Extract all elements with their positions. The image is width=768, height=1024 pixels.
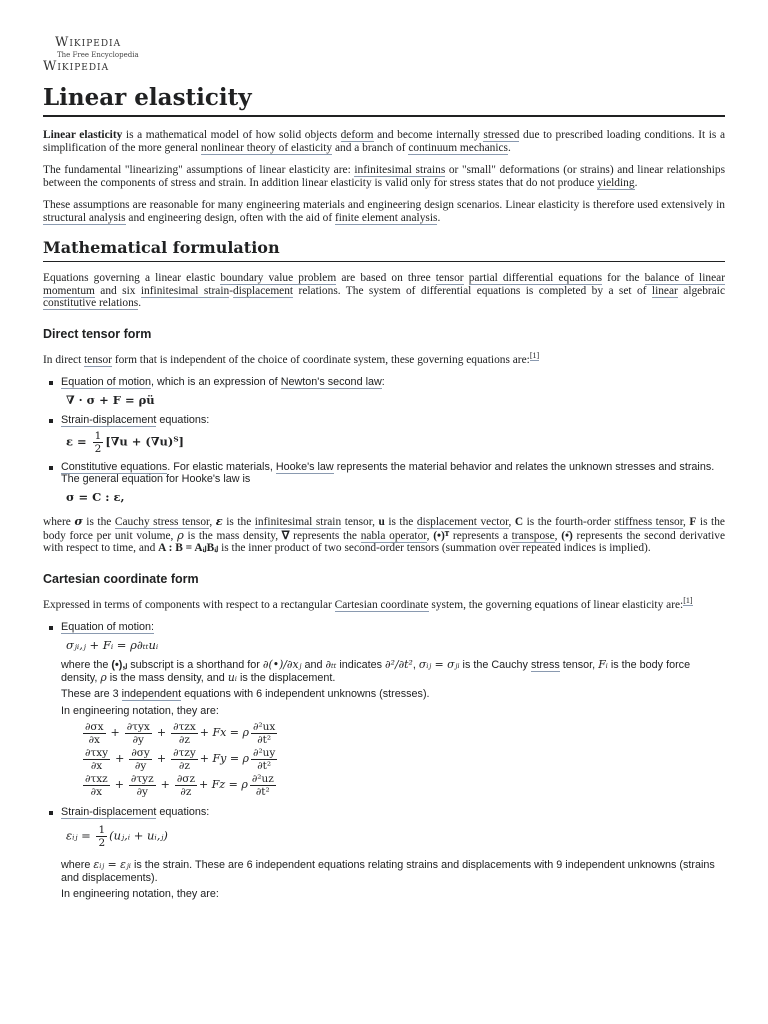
numerator: ∂τxy	[85, 746, 109, 759]
text: ,	[209, 516, 216, 528]
fraction	[171, 747, 198, 772]
engineering-equation-row: $\frac{\text{∂τxz}}{\partial x}$ + $\frac{\text{∂τyz}}{\partial y}$ + $\frac{\partial\sigma z}{\partial z}$ + Fz = ρ $\frac{\text{∂²uz}}{\text{∂t²}}$	[85, 772, 274, 798]
equation	[66, 430, 725, 455]
text: ,	[683, 516, 690, 528]
list-item	[49, 806, 725, 901]
text: The fundamental "linearizing" assumptions of linear elasticity are:	[43, 164, 355, 176]
logo-wordmark: Wikipedia	[55, 35, 122, 50]
denominator: ∂x	[90, 785, 103, 798]
text: or "small" deformations (or strains) and linear relationships between the components of stress and strain. In addition linear elasticity is valid only for stress states that do not produce	[43, 164, 725, 189]
math: ∂²/∂t²	[385, 658, 413, 671]
text: :	[381, 376, 385, 388]
denominator: ∂t²	[257, 733, 272, 746]
section-heading-math-formulation: Mathematical formulation	[43, 238, 725, 262]
link-hookes-law[interactable]: Hooke's law	[275, 461, 334, 473]
text: , which is an expression of	[151, 376, 281, 388]
page-title: Linear elasticity	[43, 83, 725, 117]
fraction	[171, 721, 198, 746]
link-finite-element-analysis[interactable]: finite element analysis	[334, 211, 438, 224]
text: .	[138, 297, 142, 309]
text: is the mass density,	[183, 529, 282, 542]
math: Fᵢ	[598, 658, 608, 671]
text: equations:	[156, 806, 210, 818]
wikipedia-logo[interactable]	[43, 36, 725, 73]
text: indicates	[336, 659, 386, 671]
independent-note	[61, 688, 725, 701]
direct-intro	[43, 350, 725, 367]
math: u	[378, 516, 385, 528]
equation-rhs: (uⱼ,ᵢ + uᵢ,ⱼ)	[109, 828, 168, 843]
denominator: 2	[94, 443, 102, 455]
text: relations. The system of differential equations is completed by a set of	[293, 284, 652, 297]
link-equation-of-motion[interactable]: Equation of motion:	[61, 621, 155, 633]
engineering-equation-row: $\frac{\text{∂τxy}}{\partial x}$ + $\frac{\partial\sigma y}{\partial y}$ + $\frac{\text{∂τzy}}{\partial z}$ + Fy = ρ $\frac{\text{∂²uy}}{\text{∂t²}}$	[85, 746, 276, 772]
link-strain-displacement[interactable]: Strain-displacement	[61, 806, 157, 818]
denominator: ∂x	[88, 733, 100, 746]
math: ρ	[100, 670, 107, 684]
text: where	[43, 516, 75, 528]
text: tensor,	[559, 659, 599, 671]
text: equations with 6 independent unknowns (stresses).	[181, 688, 430, 700]
equation-text: + Fx = ρ	[199, 726, 249, 739]
numerator: 1	[98, 824, 106, 836]
text: These are 3	[61, 688, 122, 700]
denominator: ∂t²	[257, 759, 272, 772]
logo-wordmark-secondary: Wikipedia	[43, 59, 110, 74]
text: are based on three	[336, 272, 436, 284]
text: is the body force density,	[61, 659, 691, 684]
equation-text: σⱼᵢ,ⱼ + Fᵢ = ρ∂ₜₜuᵢ	[66, 638, 159, 652]
text: due to prescribed loading conditions. It is a simplification of the more general	[43, 129, 726, 154]
math: (•̈)	[561, 529, 573, 542]
text: Equations governing a linear elastic	[43, 272, 221, 284]
cartesian-intro	[43, 595, 725, 612]
denominator: ∂z	[178, 733, 190, 746]
fraction	[83, 773, 110, 798]
text: and	[301, 659, 326, 671]
math: ∂(•)/∂xⱼ	[262, 658, 302, 671]
link-yielding[interactable]: yielding	[597, 176, 635, 189]
link-displacement[interactable]: displacement	[233, 284, 294, 297]
text: is the fourth-order	[523, 516, 615, 528]
text: equations:	[156, 414, 210, 426]
math: σᵢⱼ = σⱼᵢ	[418, 658, 460, 671]
link-nabla-operator[interactable]: nabla operator	[360, 529, 427, 542]
text: algebraic	[677, 284, 725, 297]
numerator: ∂τxz	[85, 772, 108, 785]
cartesian-where-paragraph	[61, 659, 725, 684]
text: ,	[554, 529, 562, 542]
denominator: ∂y	[132, 733, 144, 746]
equation-text: + Fy = ρ	[199, 752, 250, 765]
numerator: ∂²ux	[253, 720, 276, 733]
list-item	[49, 414, 725, 455]
link-independent[interactable]: independent	[121, 688, 182, 700]
link-stress[interactable]: stress	[530, 659, 560, 671]
text: In direct	[43, 353, 85, 366]
bold-term: Linear elasticity	[43, 129, 123, 141]
text: is the	[82, 516, 115, 528]
text: and become internally	[373, 129, 484, 141]
equation-text: σ = C : ε,	[66, 490, 125, 504]
denominator: ∂z	[180, 785, 192, 798]
intro-paragraph-1	[43, 129, 725, 154]
link-tensor[interactable]: tensor	[435, 272, 464, 284]
subsection-heading-cartesian: Cartesian coordinate form	[43, 571, 199, 586]
math: A : B = AᵢⱼBᵢⱼ	[158, 542, 219, 554]
math: uᵢ	[227, 670, 237, 684]
text: is the displacement.	[236, 671, 336, 684]
link-displacement-vector[interactable]: displacement vector	[416, 516, 509, 528]
denominator: ∂y	[134, 759, 147, 772]
fraction	[175, 773, 197, 798]
equation-rhs: [∇u + (∇u)ᵀ]	[105, 434, 185, 449]
direct-equations-list	[43, 376, 725, 505]
fraction	[96, 824, 107, 849]
fraction	[129, 747, 152, 772]
equation-text: ∇ · σ + F = ρü	[66, 393, 155, 407]
numerator: ∂τyx	[126, 720, 150, 733]
math: ε	[215, 514, 223, 528]
text: is the body force per unit volume,	[43, 516, 725, 542]
denominator: ∂z	[178, 759, 190, 772]
link-boundary-value-problem[interactable]: boundary value problem	[220, 272, 337, 284]
equation-text: + Fz = ρ	[198, 778, 248, 791]
text: tensor,	[341, 516, 379, 528]
math-formulation-paragraph	[43, 272, 725, 310]
engineering-equations	[61, 720, 725, 798]
link-linear[interactable]: linear	[651, 284, 678, 297]
link-continuum-mechanics[interactable]: continuum mechanics	[408, 141, 508, 154]
text: Expressed in terms of components with respect to a rectangular	[43, 598, 335, 611]
link-stiffness-tensor[interactable]: stiffness tensor	[614, 516, 684, 528]
engineering-notation-label: In engineering notation, they are:	[61, 888, 219, 900]
numerator: ∂τzx	[173, 720, 196, 733]
equation-lhs: εᵢⱼ =	[66, 828, 95, 843]
text: is the mass density, and	[106, 671, 228, 684]
engineering-notation-label: In engineering notation, they are:	[61, 704, 219, 717]
link-newtons-second-law[interactable]: Newton's second law	[280, 376, 382, 388]
text: where	[61, 859, 94, 871]
fraction	[129, 773, 156, 798]
equation	[66, 489, 725, 505]
text: is the Cauchy	[459, 659, 531, 671]
text: . For elastic materials,	[167, 461, 276, 473]
reference-link[interactable]: [1]	[529, 350, 540, 360]
math: F	[689, 516, 697, 528]
link-pde[interactable]: partial differential equations	[468, 272, 603, 284]
numerator: ∂τyz	[130, 772, 154, 785]
engineering-equation-row: $\frac{\partial\sigma x}{\partial x}$ + $\frac{\text{∂τyx}}{\partial y}$ + $\frac{\text{∂τzx}}{\partial z}$ + Fx = ρ $\frac{\text{∂²ux}}{\text{∂t²}}$	[85, 720, 276, 746]
link-balance-linear-momentum[interactable]: balance of linear momentum	[43, 272, 725, 297]
list-item	[49, 621, 725, 798]
link-nonlinear-elasticity[interactable]: nonlinear theory of elasticity	[200, 141, 333, 154]
fraction	[250, 773, 276, 798]
link-structural-analysis[interactable]: structural analysis	[43, 211, 126, 224]
link-cauchy-stress-tensor[interactable]: Cauchy stress tensor	[114, 516, 210, 528]
intro-paragraph-2	[43, 164, 725, 189]
text: represents the material behavior and relates the unknown stresses and strains. The general equation for Hooke's law is	[61, 461, 715, 485]
intro-paragraph-3	[43, 199, 725, 224]
cartesian-equations-list	[43, 621, 725, 901]
numerator: ∂σx	[85, 720, 104, 733]
link-deform[interactable]: deform	[340, 129, 374, 141]
fraction	[93, 430, 104, 455]
text	[464, 272, 469, 284]
text: ,	[426, 529, 434, 542]
math: C	[514, 516, 524, 528]
numerator: ∂σz	[176, 772, 195, 785]
math: εᵢⱼ = εⱼᵢ	[93, 858, 131, 871]
text: These assumptions are reasonable for many engineering materials and engineering design scenarios. Linear elasticity is therefore used extensively in	[43, 199, 725, 211]
text: .	[634, 176, 638, 189]
text: ,	[508, 516, 515, 528]
subsection-heading-direct-tensor: Direct tensor form	[43, 326, 152, 341]
link-cartesian-coordinate[interactable]: Cartesian coordinate	[334, 598, 429, 611]
logo-tagline: The Free Encyclopedia	[57, 51, 139, 59]
equation	[66, 392, 725, 408]
text: is the strain. These are 6 independent equations relating strains and displacements with 9 independent unknowns (strains and displacements).	[61, 859, 715, 884]
direct-where-paragraph	[43, 515, 725, 555]
link-transpose[interactable]: transpose	[511, 529, 555, 542]
list-item	[49, 376, 725, 408]
text: is the	[384, 516, 417, 528]
math: (•)ᵀ	[433, 529, 450, 542]
text: and six	[94, 284, 141, 297]
strain-where-paragraph	[61, 859, 725, 884]
text: represents the	[289, 529, 361, 542]
equation-lhs: ε =	[66, 434, 91, 449]
numerator: 1	[94, 430, 102, 442]
reference-link[interactable]: [1]	[683, 595, 693, 605]
text: is the inner product of two second-order tensors (summation over repeated indices is implied).	[218, 542, 651, 554]
fraction	[251, 721, 277, 746]
denominator: ∂y	[136, 785, 148, 798]
numerator: ∂²uy	[253, 746, 276, 759]
math: ∇	[281, 529, 290, 542]
text: represents a	[449, 529, 512, 542]
link-tensor[interactable]: tensor	[84, 353, 112, 366]
text: represents the second derivative with respect to time, and	[43, 529, 726, 554]
numerator: ∂²uz	[251, 772, 274, 785]
text: .	[507, 141, 511, 154]
text: where the	[61, 659, 112, 671]
equation	[66, 824, 725, 849]
link-strain-displacement[interactable]: Strain-displacement	[61, 414, 157, 426]
text: is a mathematical model of how solid objects	[122, 129, 341, 141]
link-infinitesimal-strain[interactable]: infinitesimal strain	[140, 284, 230, 297]
fraction	[83, 747, 110, 772]
text: and a branch of	[332, 141, 409, 154]
denominator: ∂t²	[255, 785, 270, 798]
text: -	[229, 284, 233, 297]
math: σ	[74, 514, 83, 528]
fraction	[125, 721, 152, 746]
math: ρ	[177, 527, 184, 542]
denominator: 2	[98, 837, 106, 849]
link-infinitesimal-strains[interactable]: infinitesimal strains	[354, 164, 446, 176]
text: subscript is a shorthand for	[127, 659, 263, 671]
list-item	[49, 461, 725, 505]
numerator: ∂σy	[131, 746, 150, 759]
text: .	[437, 211, 441, 224]
text: is the	[222, 516, 255, 528]
equation	[66, 637, 725, 653]
math: ∂ₜₜ	[325, 658, 337, 671]
link-infinitesimal-strain[interactable]: infinitesimal strain	[254, 516, 342, 528]
link-equation-of-motion[interactable]: Equation of motion	[61, 376, 152, 388]
numerator: ∂τzy	[173, 746, 196, 759]
text: system, the governing equations of linear elasticity are:	[428, 598, 684, 611]
math: (•),ⱼ	[111, 659, 128, 671]
link-constitutive-relations[interactable]: constitutive relations	[43, 297, 139, 309]
text: ,	[412, 659, 419, 671]
text: and engineering design, often with the aid of	[125, 211, 335, 224]
denominator: ∂x	[90, 759, 103, 772]
text: for the	[602, 272, 645, 284]
fraction	[83, 721, 106, 746]
link-stressed[interactable]: stressed	[483, 129, 520, 141]
text: form that is independent of the choice of coordinate system, these governing equations are:	[111, 353, 530, 366]
link-constitutive-equations[interactable]: Constitutive equations	[61, 461, 168, 473]
fraction	[251, 747, 277, 772]
